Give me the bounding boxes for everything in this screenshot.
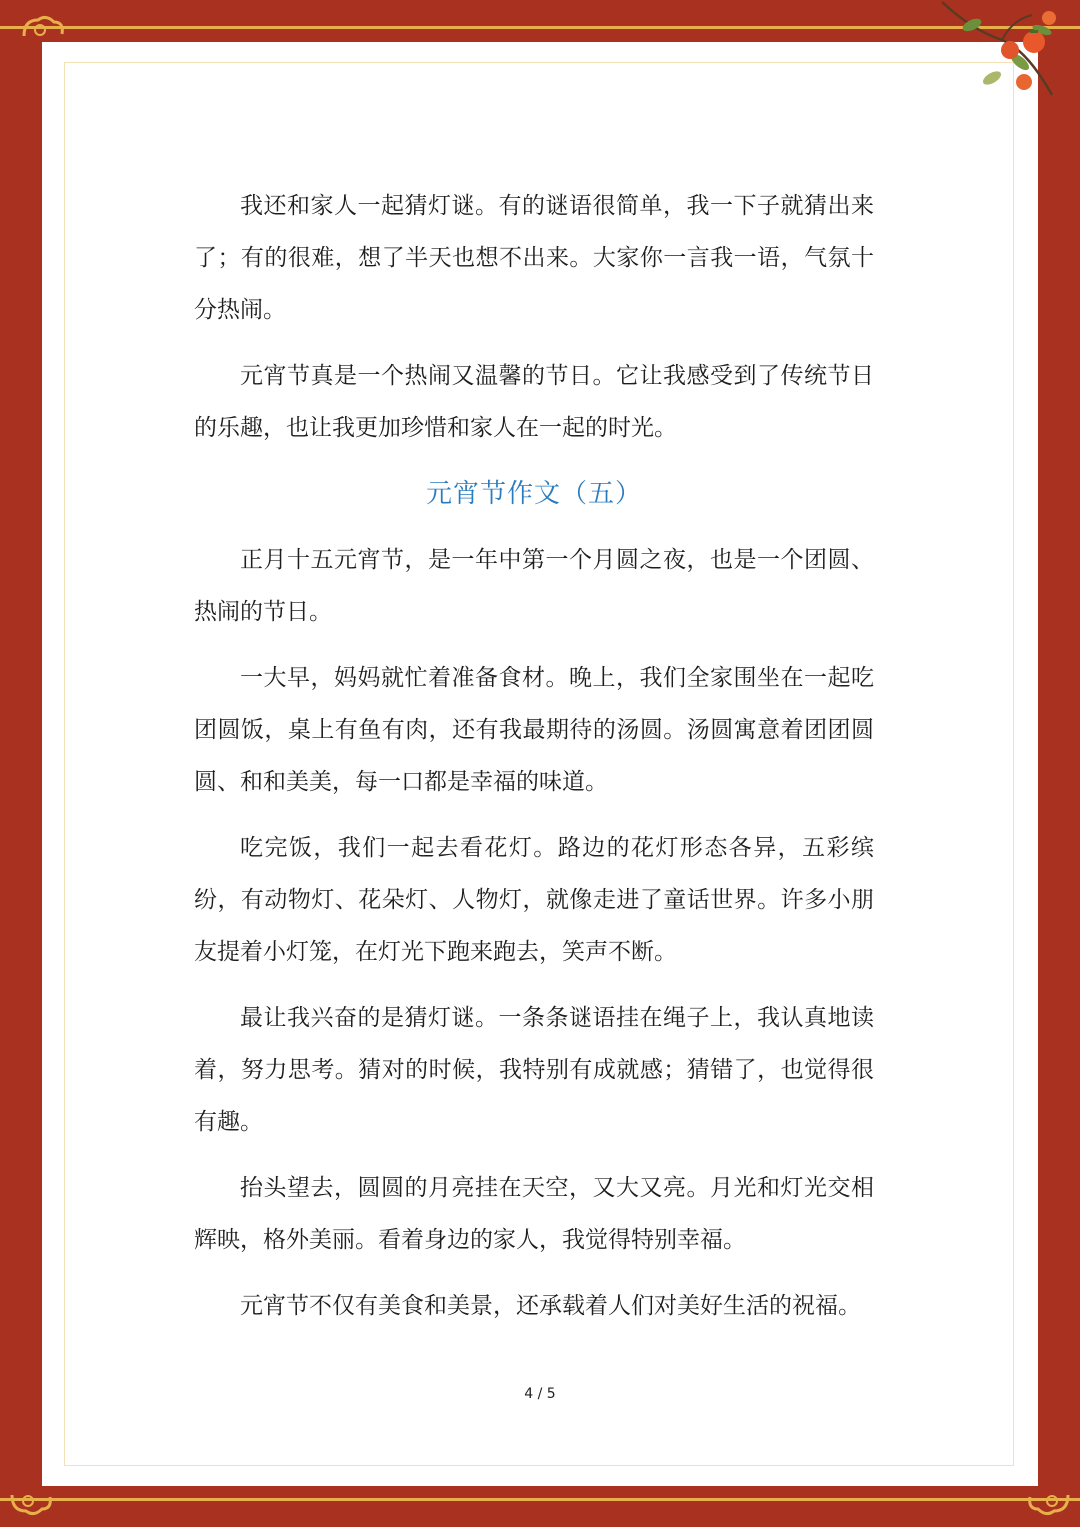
article-body (194, 180, 874, 1346)
page-number: 4 / 5 (524, 1386, 556, 1402)
cloud-corner-icon (1026, 1489, 1072, 1519)
persimmon-branch-icon (932, 0, 1062, 115)
paragraph: 一大早，妈妈就忙着准备食材。晚上，我们全家围坐在一起吃团圆饭，桌上有鱼有肉，还有我最期待的汤圆。汤圆寓意着团团圆圆、和和美美，每一口都是幸福的味道。 (194, 665, 874, 795)
paragraph: 我还和家人一起猜灯谜。有的谜语很简单，我一下子就猜出来了；有的很难，想了半天也想不出来。大家你一言我一语，气氛十分热闹。 (194, 193, 874, 323)
top-gold-line (0, 26, 1080, 29)
section-title: 元宵节作文（五） (425, 479, 642, 509)
paragraph: 抬头望去，圆圆的月亮挂在天空，又大又亮。月光和灯光交相辉映，格外美丽。看着身边的家人，我觉得特别幸福。 (194, 1175, 874, 1253)
paragraph: 元宵节不仅有美食和美景，还承载着人们对美好生活的祝福。 (240, 1293, 861, 1319)
paragraph: 吃完饭，我们一起去看花灯。路边的花灯形态各异，五彩缤纷，有动物灯、花朵灯、人物灯，就像走进了童话世界。许多小朋友提着小灯笼，在灯光下跑来跑去，笑声不断。 (194, 835, 874, 965)
paragraph: 正月十五元宵节，是一年中第一个月圆之夜，也是一个团圆、热闹的节日。 (194, 547, 874, 625)
cloud-corner-icon (8, 1489, 54, 1519)
cloud-corner-icon (20, 12, 66, 42)
paragraph: 元宵节真是一个热闹又温馨的节日。它让我感受到了传统节日的乐趣，也让我更加珍惜和家人在一起的时光。 (194, 363, 874, 441)
bottom-gold-line (0, 1498, 1080, 1501)
paragraph: 最让我兴奋的是猜灯谜。一条条谜语挂在绳子上，我认真地读着，努力思考。猜对的时候，我特别有成就感；猜错了，也觉得很有趣。 (194, 1005, 874, 1135)
